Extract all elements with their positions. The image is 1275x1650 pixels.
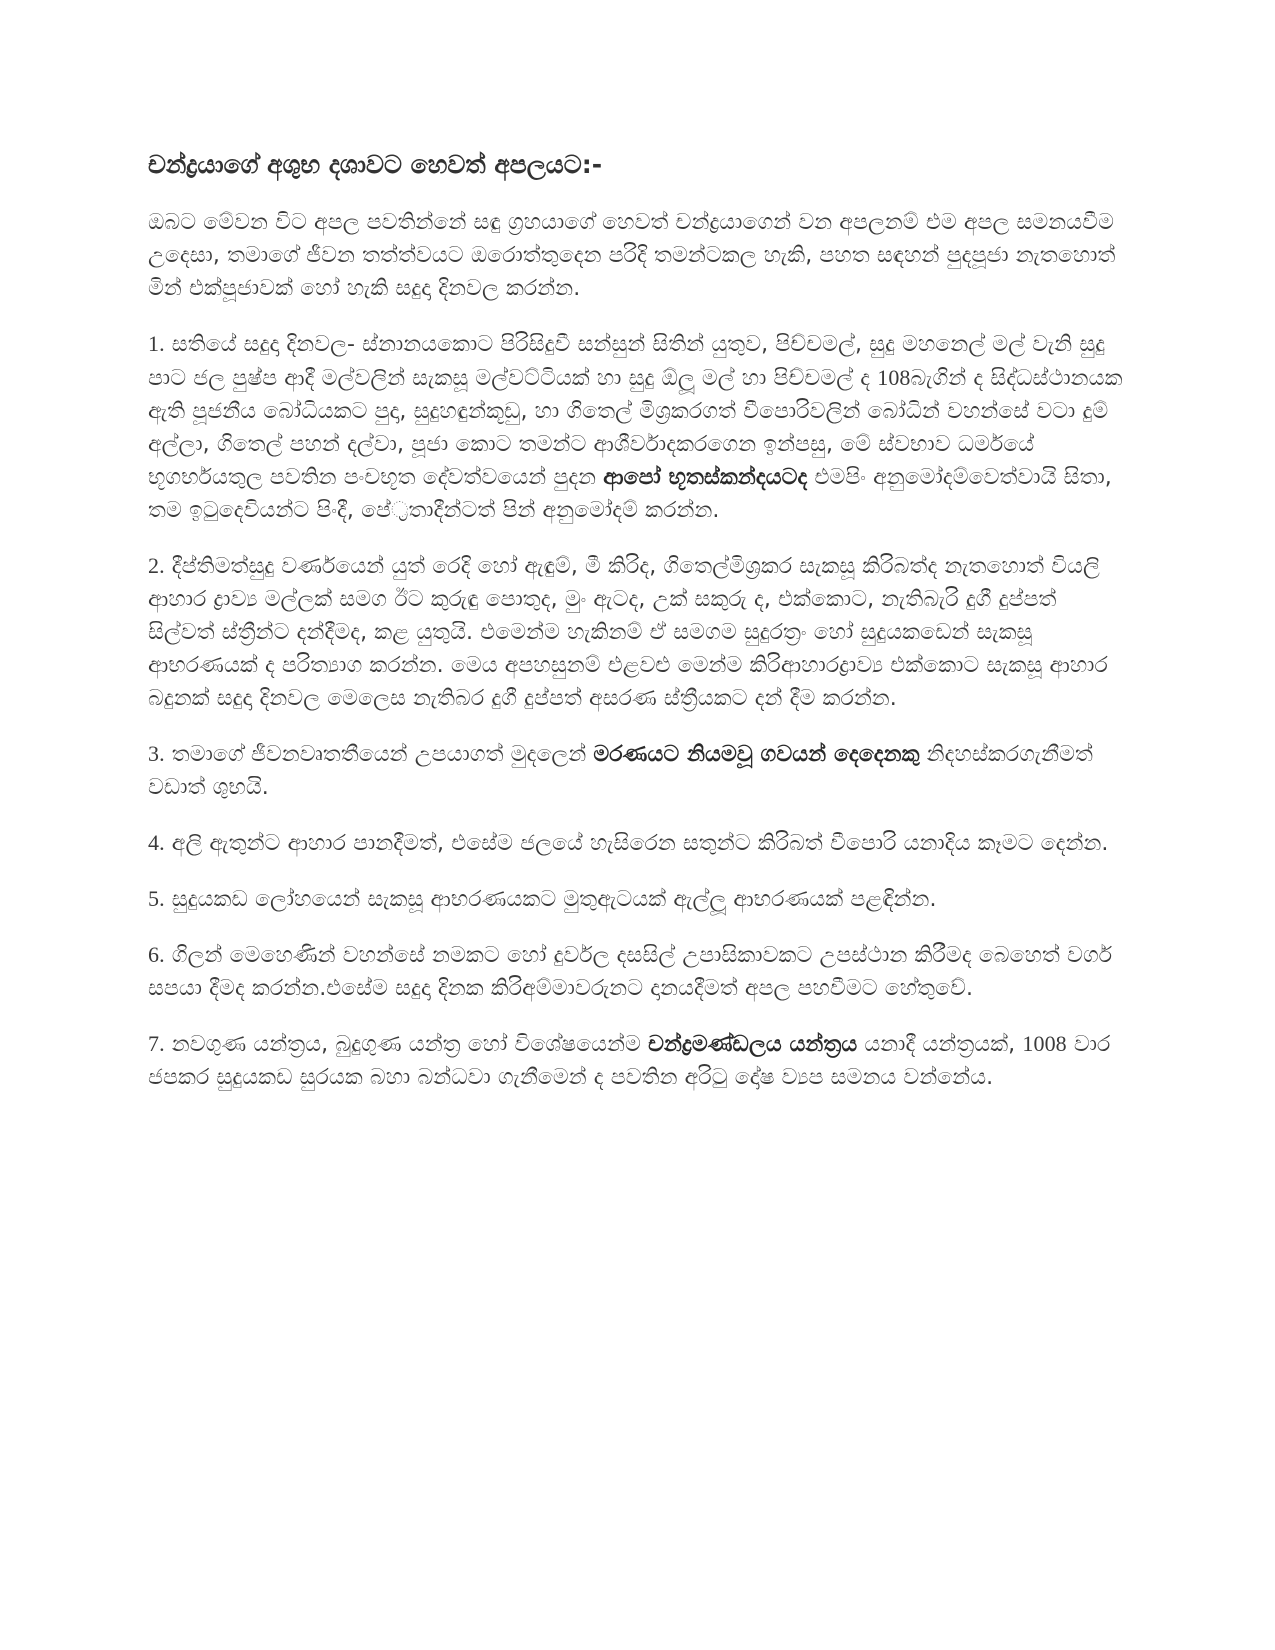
item-text: නවගුණ යන්ත්‍රය, බුදුගුණ යන්ත්‍ර හෝ විශේෂයෙන්ම — [171, 1032, 649, 1057]
list-item-2 — [148, 549, 1128, 715]
item-number: 3. — [148, 741, 165, 766]
item-number: 4. — [148, 830, 165, 855]
item-text: වාර ජපකර සුදුයකඩ සුරයක බහා බන්ධවා ගැනීමෙන් ද පවතින අරිටු දෝෂ ව්‍යප සමනය වන්නේය. — [148, 1032, 1111, 1090]
item-number: 6. — [148, 942, 165, 967]
list-item-1 — [148, 327, 1128, 527]
item-text: යනාදී යන්ත්‍රයක්, — [857, 1032, 1023, 1057]
document-heading: චන්ද්‍රයාගේ අශුභ දශාවට හෙවත් අපලයට:- — [148, 150, 603, 179]
document-page — [148, 148, 1128, 1116]
item-text: සුදුයකඩ ලෝහයෙන් සැකසූ ආභරණයකට මුතුඇටයක් ඇල්ලූ ආභරණයක් පළඳින්න. — [171, 887, 937, 912]
list-item-6 — [148, 938, 1128, 1005]
item-bold-text: ආපෝ භූතස්කන්දයටද — [603, 465, 808, 490]
item-text: සතියේ සදුදා දිනවල- ස්නානයකොට පිරිසිදුවී සන්සුන් සිතින් යුතුව, පිච්චමල්, සුදු මහනෙල් මල් වැනි සුදු පාට ජල පුෂ්ප ආදී මල්වලින් සැකසූ මල්වට්ටියක් හා සුදු ඕලූ මල් හා පිච්චමල් ද — [148, 332, 1106, 391]
list-item-5 — [148, 882, 1128, 916]
item-number-value: 1008 — [1022, 1031, 1067, 1056]
item-text: නිදහස්කරගැනීමත් වඩාත් ශුභයි. — [148, 742, 1094, 800]
item-bold-text: චන්ද්‍රමණ්ඩලය යන්ත්‍රය — [648, 1032, 858, 1057]
item-number-value: 108 — [877, 365, 911, 390]
item-bold-text: මරණයට නියමවූ ගවයන් දෙදෙනකු — [593, 742, 920, 767]
intro-paragraph: ඔබට මේවන විට අපල පවතින්නේ සඳු ග්‍රහයාගේ හෙවත් චන්ද්‍රයාගෙන් වන අපලනම් එම අපල සමනයවීම උදෙසා, තමාගේ ජීවන තත්ත්වයට ඔරොත්තුදෙන පරිදි තමන්ටකල හැකි, පහත සඳහන් පුදපූජා නැතහොත් මින් එක්පූජාවක් හෝ හැකි සදුදා දිනවල කරන්න. — [148, 210, 1116, 301]
item-text: එමපිං අනුමෝදම්වෙත්වායි සිතා, තම ඉටුදෙවියන්ට පිංදී, පේ්‍රතාදීන්ටත් පින් අනුමෝදම් කරන්න. — [148, 465, 1112, 523]
item-text: ගිලන් මෙහෙණින් වහන්සේ නමකට හෝ දුර්වල දසසිල් උපාසිකාවකට උපස්ථාන කිරීමද බෙහෙත් වර්ග සපයා දීමද කරන්න.එසේම සදුදා දිනක කිරිඅම්මාවරුනට දානයදීමත් අපල පහවීමට හේතුවේ. — [148, 943, 1113, 1001]
item-number: 1. — [148, 331, 165, 356]
list-item-4 — [148, 826, 1128, 860]
item-text: අලි ඇතුන්ට ආහාර පානදීමත්, එසේම ජලයේ හැසිරෙන සතුන්ට කිරිබත් වීපොරි යනාදිය කෑමට දෙන්න. — [171, 831, 1109, 856]
item-number: 7. — [148, 1031, 165, 1056]
list-item-7 — [148, 1027, 1128, 1094]
item-number: 5. — [148, 886, 165, 911]
item-text: බැගින් ද සිද්ධස්ථානයක ඇති පූජනීය බෝධියකට පුදා, සුදුහඳුන්කූඩු, හා ගිතෙල් මිශ්‍රකරගත් වීපොරිවලින් බෝධින් වහන්සේ වටා දුම් අල්ලා, ගිතෙල් පහන් දල්වා, පූජා කොට තමන්ට ආශීර්වාදකරගෙන ඉන්පසු, මේ ස්වභාව ධර්මයේ භූගර්භයතුල පවතින පංචභූත දේවත්වයෙන් පුදන — [148, 366, 1123, 490]
item-number: 2. — [148, 553, 165, 578]
list-item-3 — [148, 737, 1128, 804]
item-text: දීප්තිමත්සුදු වර්ණයෙන් යුත් රෙදි හෝ ඇඳුම්, මී කිරිද, ගිතෙල්මිශ්‍රකර සැකසූ කිරිබත්ද නැතහොත් වියලි ආහාර ද්‍රාව්‍ය මල්ලක් සමග ඊට කුරුඳු පොතුද, මුං ඇටද, උක් සකුරු ද, එක්කොට, නැතිබැරි දුගී දුප්පත් සිල්වත් ස්ත්‍රීන්ට දන්දීමද, කළ යුතුයි. එමෙන්ම හැකිනම් ඒ සමගම සුදුරත්‍රං හෝ සුදුයකඩෙන් සැකසූ ආභරණයක් ද පරිත්‍යාග කරන්න. මෙය අපහසුනම් එළවළු මෙන්ම කිරිආහාරද්‍රාව්‍ය එක්කොට සැකසූ ආහාර බදුනක් සදුදා දිනවල මෙලෙස නැතිබර දුගී දුප්පත් අසරණ ස්ත්‍රීයකට දන් දීම කරන්න. — [148, 554, 1108, 711]
item-text: තමාගේ ජීවනවෘතතීයෙන් උපයාගත් මුදලෙන් — [171, 742, 594, 767]
